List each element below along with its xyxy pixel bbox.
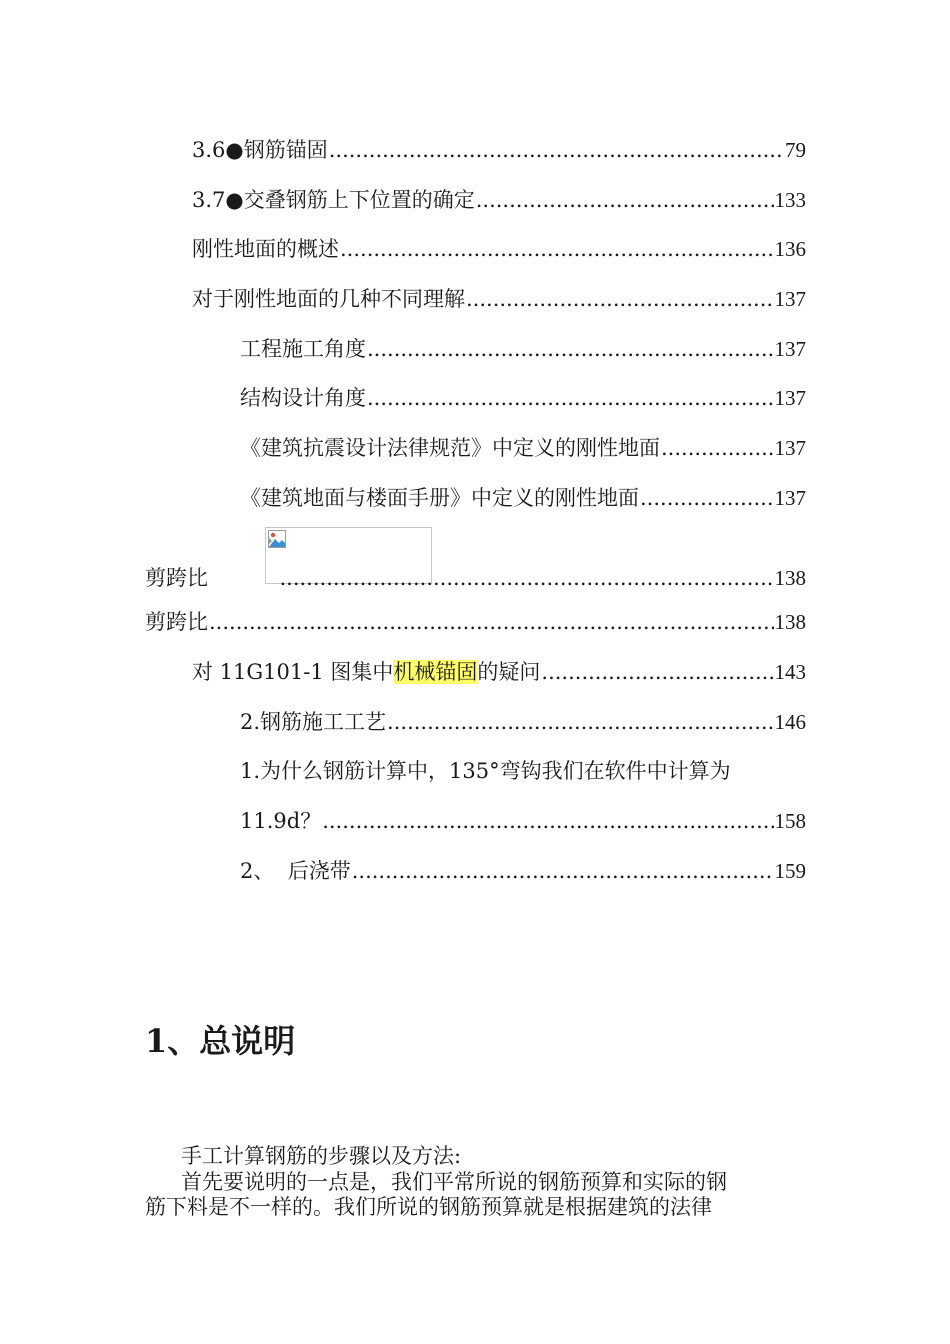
toc-item[interactable] [145,563,806,593]
toc-item-title: 剪跨比 [145,610,208,634]
toc-item[interactable] [240,806,806,836]
toc-leader [367,334,774,364]
toc-item-page: 137 [774,386,806,410]
toc-leader [476,185,774,215]
toc-item-page: 137 [774,337,806,361]
toc-item-page: 136 [774,237,806,261]
toc-leader [209,607,774,637]
toc-leader [387,707,773,737]
broken-image-icon [268,530,286,548]
section-heading: 1、总说明 [145,1022,296,1060]
section-subtitle: 手工计算钢筋的步骤以及方法: [181,1144,462,1168]
toc-item[interactable] [192,135,806,165]
toc-item[interactable] [240,433,806,463]
toc-leader [466,284,774,314]
toc-item-page: 79 [785,138,806,162]
toc-item-page: 159 [774,859,806,883]
toc-item-page: 137 [774,436,806,460]
toc-item[interactable] [240,334,806,364]
toc-item-title: 2.钢筋施工工艺 [240,710,387,734]
toc-item-title: 结构设计角度 [240,386,366,410]
highlighted-text: 机械锚固 [393,660,478,684]
toc-item[interactable] [240,383,806,413]
toc-item[interactable] [240,707,806,737]
toc-item-title: 2、 后浇带 [240,859,351,883]
toc-leader [640,483,774,513]
paragraph-line: 筋下料是不一样的。我们所说的钢筋预算就是根据建筑的法律 [145,1195,712,1219]
toc-item-title: 剪跨比 [145,566,208,590]
toc-item-page: 138 [774,610,806,634]
toc-item-page: 137 [774,287,806,311]
toc-item[interactable] [192,657,806,687]
paragraph-line: 首先要说明的一点是，我们平常所说的钢筋预算和实际的钢 [181,1170,727,1194]
toc-item-page: 158 [774,809,806,833]
toc-item-page: 137 [774,486,806,510]
toc-leader [661,433,774,463]
toc-title-suffix: 的疑问 [477,660,541,684]
toc-leader [340,234,774,264]
toc-item-title: 11.9d？ [240,809,322,833]
toc-item-page: 146 [774,710,806,734]
toc-item-title: 《建筑抗震设计法律规范》中定义的刚性地面 [240,436,660,460]
toc-item[interactable] [240,856,806,886]
toc-item-page: 133 [774,188,806,212]
toc-title-prefix: 对 11G101-1 图集中 [192,660,394,684]
toc-leader [352,856,774,886]
toc-leader [322,806,773,836]
toc-item-title [192,657,540,687]
toc-leader [367,383,774,413]
toc-item-title: 刚性地面的概述 [192,237,339,261]
toc-item[interactable] [192,234,806,264]
toc-item-title: 3.7●交叠钢筋上下位置的确定 [192,188,475,212]
toc-item-title: 1.为什么钢筋计算中，135°弯钩我们在软件中计算为 [240,759,731,783]
toc-item-line1[interactable] [240,756,806,786]
toc-item-title: 对于刚性地面的几种不同理解 [192,287,465,311]
toc-leader [541,657,773,687]
toc-item-title: 《建筑地面与楼面手册》中定义的刚性地面 [240,486,639,510]
toc-item-title: 3.6●钢筋锚固 [192,138,328,162]
toc-item-page: 138 [774,566,806,590]
toc-item[interactable] [192,284,806,314]
toc-item[interactable] [145,607,806,637]
toc-item[interactable] [192,185,806,215]
toc-leader [279,563,773,593]
toc-leader [329,135,784,165]
toc-item-page: 143 [774,660,806,684]
toc-item-title: 工程施工角度 [240,337,366,361]
toc-item[interactable] [240,483,806,513]
